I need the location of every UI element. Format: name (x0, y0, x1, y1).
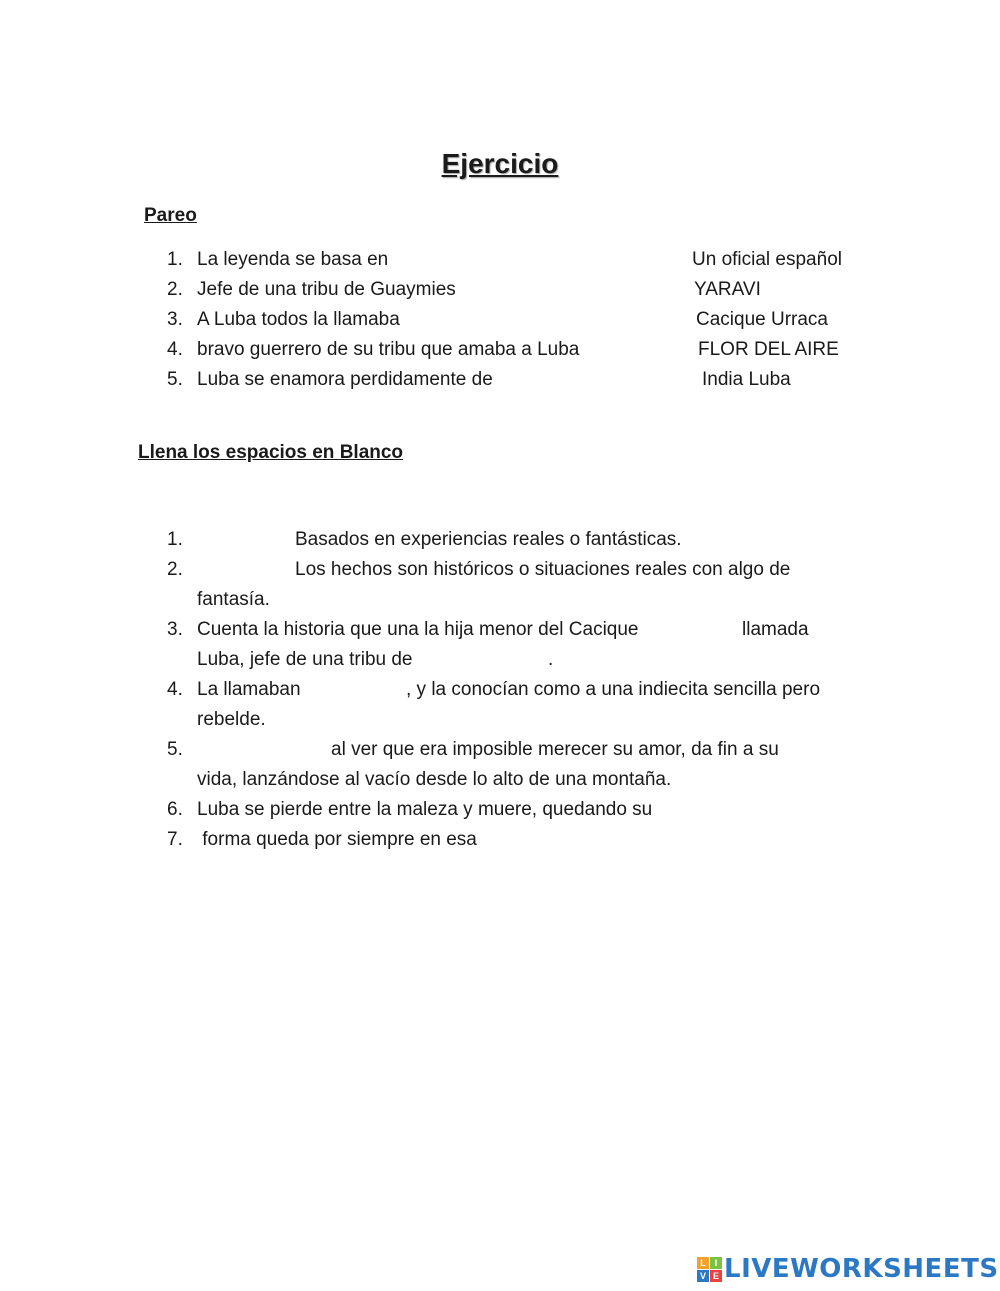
blank-item-num: 6. (167, 799, 183, 820)
blank-item-text: Cuenta la historia que una la hija menor del Cacique (197, 619, 639, 640)
logo-letter-l: L (697, 1257, 709, 1269)
pareo-item-num: 2. (167, 279, 183, 300)
pareo-option[interactable]: FLOR DEL AIRE (698, 339, 839, 360)
pareo-item-num: 5. (167, 369, 183, 390)
pareo-item-text: La leyenda se basa en (197, 249, 389, 270)
pareo-item-num: 4. (167, 339, 183, 360)
blank-item-text: forma queda por siempre en esa (197, 829, 477, 850)
blank-item-num: 2. (167, 559, 183, 580)
liveworksheets-logo (697, 1255, 999, 1283)
logo-letter-v: V (697, 1270, 709, 1282)
logo-letter-i: I (710, 1257, 722, 1269)
blank-item-num: 5. (167, 739, 183, 760)
blank-item-text: , y la conocían como a una indiecita sencilla pero (406, 679, 821, 700)
pareo-option[interactable]: Un oficial español (692, 249, 842, 270)
blank-item-text: vida, lanzándose al vacío desde lo alto de una montaña. (197, 769, 672, 790)
pareo-item-text: Luba se enamora perdidamente de (197, 369, 493, 390)
blank-input[interactable] (197, 557, 289, 581)
blank-item-num: 3. (167, 619, 183, 640)
logo-text: LIVEWORKSHEETS (724, 1254, 999, 1284)
pareo-option[interactable]: India Luba (702, 369, 791, 390)
blank-input[interactable] (312, 677, 404, 701)
blank-input[interactable] (197, 737, 325, 761)
blank-input[interactable] (696, 797, 836, 821)
pareo-option[interactable]: YARAVI (694, 279, 761, 300)
blanks-heading: Llena los espacios en Blanco (138, 442, 404, 463)
pareo-heading: Pareo (144, 205, 197, 226)
pareo-item-text: A Luba todos la llamaba (197, 309, 400, 330)
blank-item-text: al ver que era imposible merecer su amor, da fin a su (331, 739, 779, 760)
logo-letter-e: E (710, 1270, 722, 1282)
blank-input[interactable] (438, 647, 544, 671)
blank-item-text: Luba se pierde entre la maleza y muere, quedando su (197, 799, 653, 820)
blank-input[interactable] (197, 527, 289, 551)
blank-item-text: Luba, jefe de una tribu de (197, 649, 413, 670)
pareo-item-text: bravo guerrero de su tribu que amaba a Luba (197, 339, 580, 360)
blank-item-text: . (548, 649, 554, 670)
blank-item-text: La llamaban (197, 679, 301, 700)
pareo-item-text: Jefe de una tribu de Guaymies (197, 279, 456, 300)
pareo-item-num: 3. (167, 309, 183, 330)
blank-item-text: Los hechos son históricos o situaciones reales con algo de (295, 559, 791, 580)
blank-item-num: 1. (167, 529, 183, 550)
live-logo-icon (697, 1257, 722, 1282)
blank-input[interactable] (508, 827, 648, 851)
blank-input[interactable] (688, 617, 738, 641)
blank-item-text: rebelde. (197, 709, 266, 730)
blank-item-text: fantasía. (197, 589, 270, 610)
pareo-option[interactable]: Cacique Urraca (696, 309, 828, 330)
pareo-item-num: 1. (167, 249, 183, 270)
blank-item-num: 4. (167, 679, 183, 700)
blank-item-text: Basados en experiencias reales o fantásticas. (295, 529, 682, 550)
blank-item-num: 7. (167, 829, 183, 850)
blank-item-text: llamada (742, 619, 809, 640)
worksheet-title: Ejercicio (441, 148, 559, 179)
